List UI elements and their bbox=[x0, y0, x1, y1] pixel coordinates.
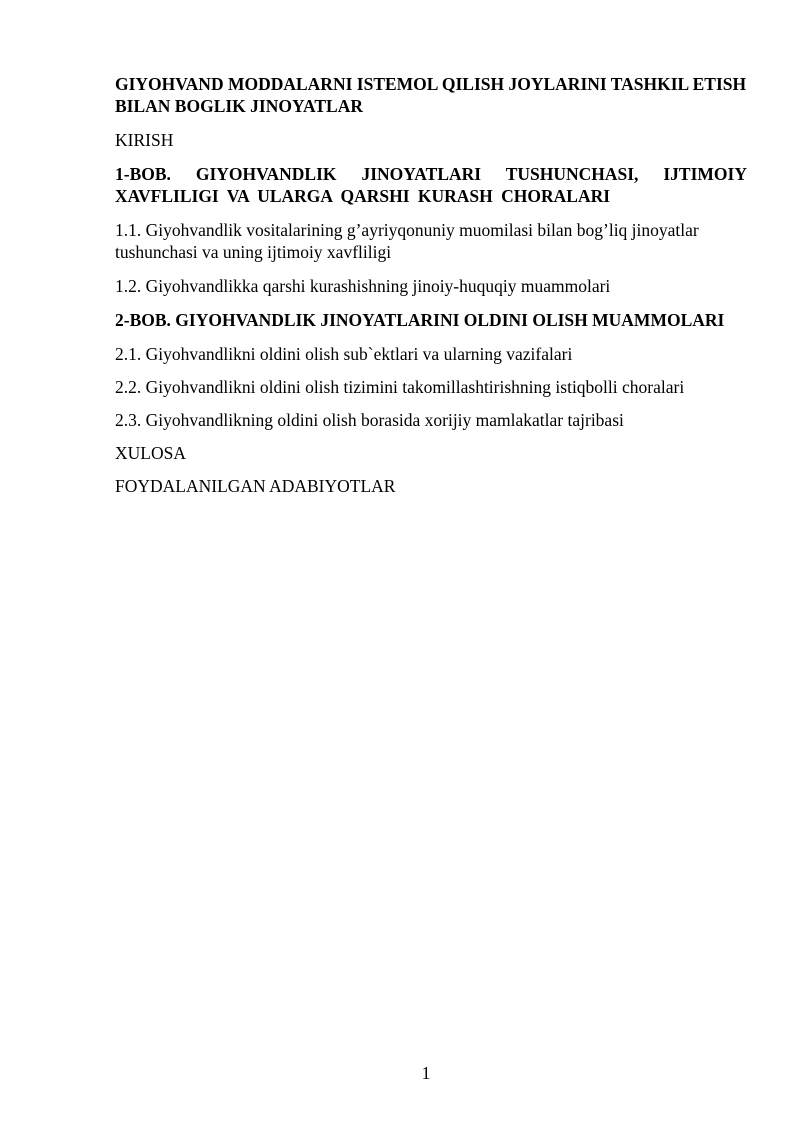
toc-chapter1-heading: 1-BOB. GIYOHVANDLIK JINOYATLARI TUSHUNCHASI, IJTIMOIY XAVFLILIGI VA ULARGA QARSHI KURASH CHORALARI bbox=[115, 164, 747, 206]
toc-chapter2-heading: 2-BOB. GIYOHVANDLIK JINOYATLARINI OLDINI OLISH MUAMMOLARI bbox=[115, 310, 725, 330]
toc-section-2-3: 2.3. Giyohvandlikning oldini olish borasida xorijiy mamlakatlar tajribasi bbox=[115, 410, 624, 430]
toc-references: FOYDALANILGAN ADABIYOTLAR bbox=[115, 476, 396, 496]
toc-section-1-1: 1.1. Giyohvandlik vositalarining g’ayriyqonuniy muomilasi bilan bog’liq jinoyatlar tushunchasi va uning ijtimoiy xavfliligi bbox=[115, 220, 699, 262]
table-of-contents bbox=[115, 73, 747, 509]
toc-conclusion: XULOSA bbox=[115, 443, 186, 463]
document-title: GIYOHVAND MODDALARNI ISTEMOL QILISH JOYLARINI TASHKIL ETISH BILAN BOGLIK JINOYATLAR bbox=[115, 74, 747, 116]
toc-section-2-1: 2.1. Giyohvandlikni oldini olish sub`ektlari va ularning vazifalari bbox=[115, 344, 573, 364]
page-number: 1 bbox=[421, 1063, 431, 1083]
toc-section-1-2: 1.2. Giyohvandlikka qarshi kurashishning jinoiy-huquqiy muammolari bbox=[115, 276, 611, 296]
toc-intro: KIRISH bbox=[115, 130, 174, 150]
toc-section-2-2: 2.2. Giyohvandlikni oldini olish tizimini takomillashtirishning istiqbolli choralari bbox=[115, 377, 685, 397]
